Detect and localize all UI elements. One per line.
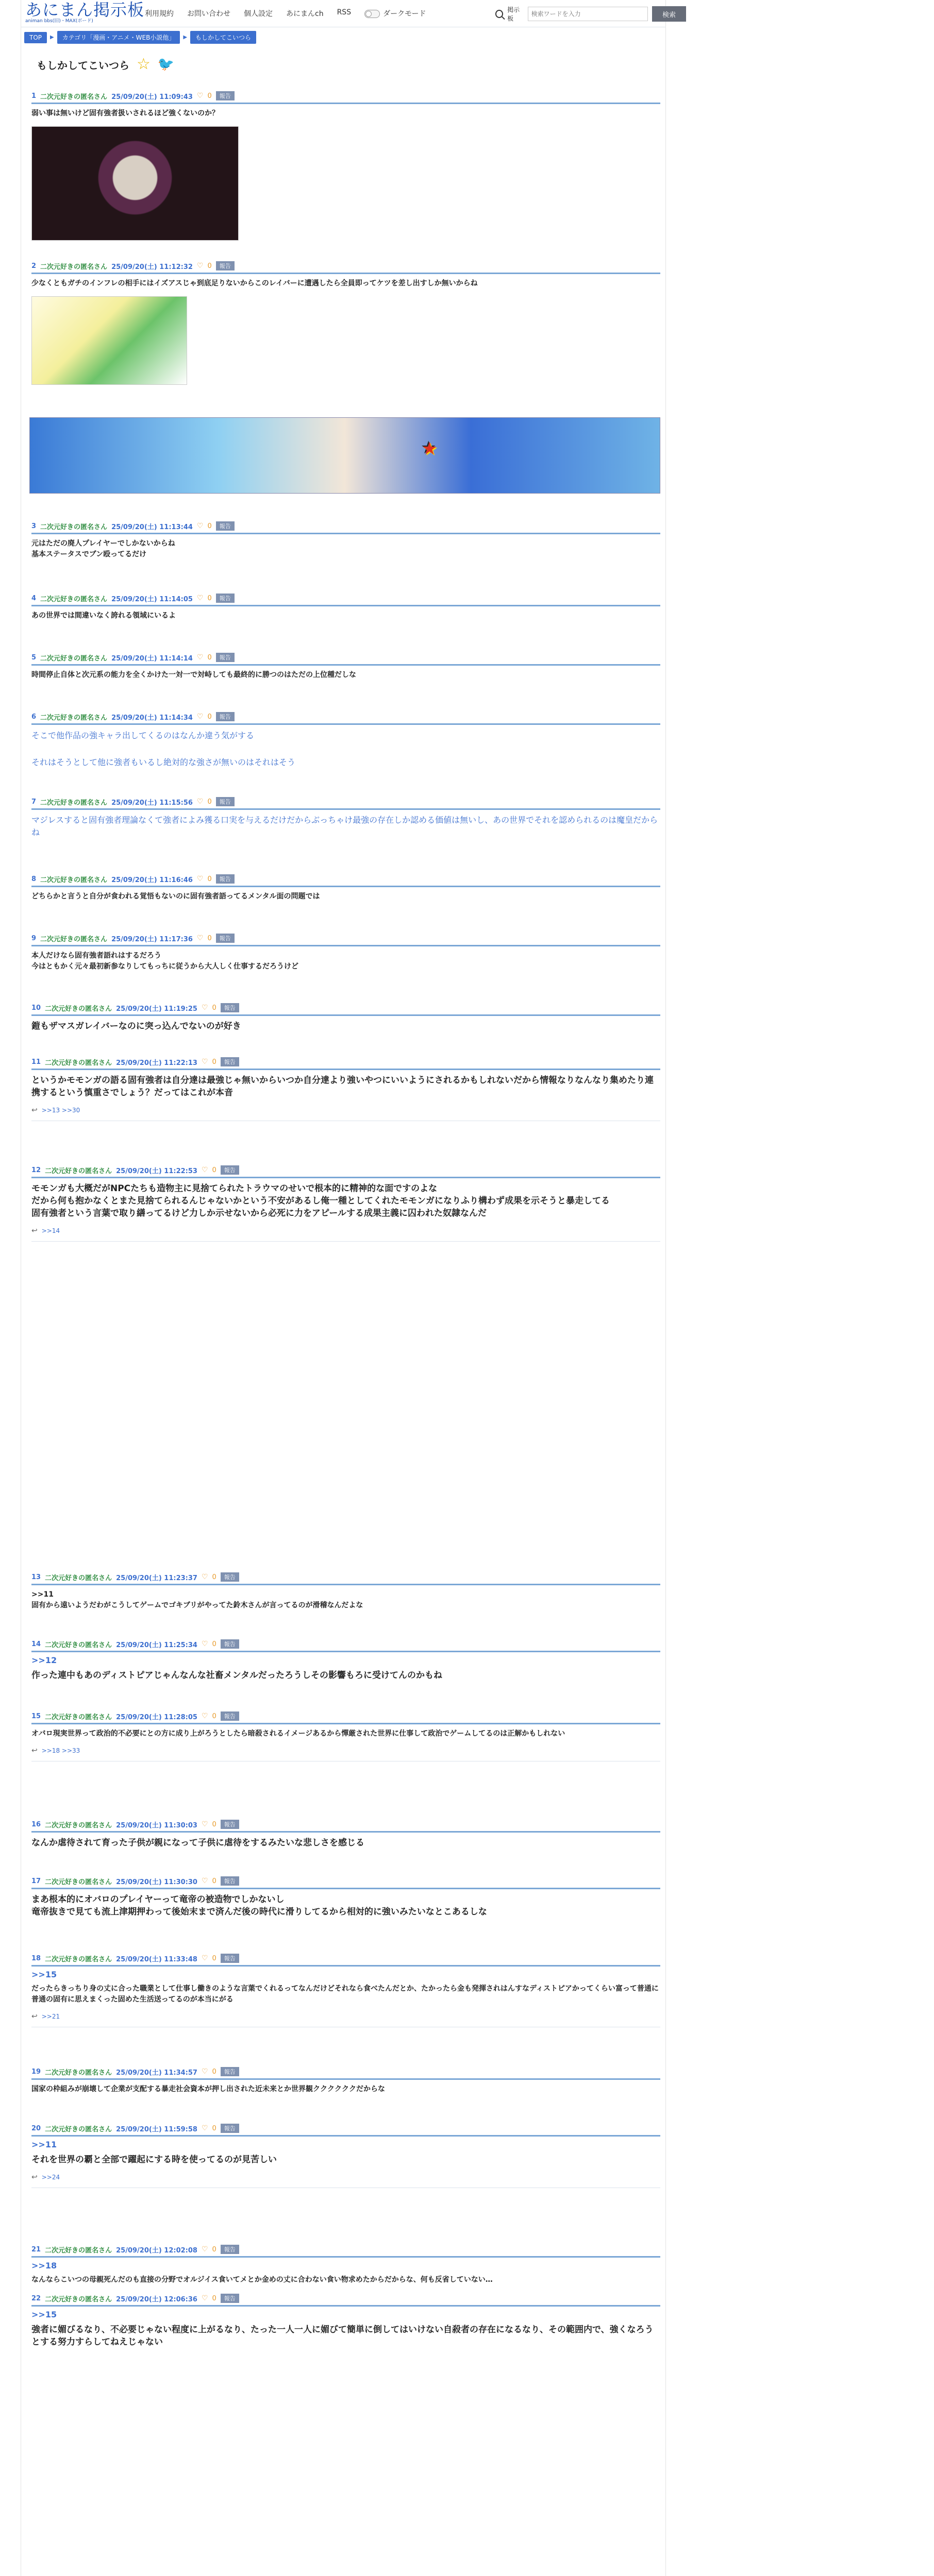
post-header [31,1875,660,1887]
report-button[interactable]: 報告 [221,1711,239,1721]
report-button[interactable]: 報告 [216,934,235,943]
post-author: 二次元好きの匿名さん [40,876,108,884]
heart-icon[interactable]: ♡ [196,713,204,721]
post-date: 25/09/20(土) 11:25:34 [116,1641,197,1649]
post-body: なんか虐待されて育った子供が親になって子供に虐待をするみたいな悲しさを感じる [31,1838,364,1848]
site-header [21,0,676,27]
post-header [31,1164,660,1176]
like-count: 0 [212,1820,216,1828]
report-button[interactable]: 報告 [221,1639,239,1649]
report-button[interactable]: 報告 [216,91,235,100]
post-divider [31,945,660,946]
heart-icon[interactable]: ♡ [201,1166,208,1174]
post-header [31,1710,660,1722]
report-button[interactable]: 報告 [221,1820,239,1829]
post-header [31,1056,660,1067]
like-count: 0 [207,798,212,806]
report-button[interactable]: 報告 [216,653,235,662]
post-header [31,1953,660,1964]
like-count: 0 [212,1640,216,1648]
like-count: 0 [207,653,212,662]
like-count: 0 [212,2067,216,2076]
post-body: それを世界の覇と全部で躍起にする時を使ってるのが見苦しい [31,2155,277,2165]
search-scope[interactable]: 掲示板 [507,6,520,22]
post-body: あの世界では間違いなく誇れる領域にいるよ [31,612,176,620]
page-title: もしかしてこいつら [37,59,129,72]
post-header [31,2066,660,2077]
nav-contact[interactable]: お問い合わせ [187,10,230,18]
like-count: 0 [212,2245,216,2253]
page-container [21,0,676,2576]
post-header [31,933,660,944]
post-body: 作った連中もあのディストピアじゃんなんな社畜メンタルだったろうしその影響もろに受けてんのかもね [31,1670,442,1681]
report-button[interactable]: 報告 [221,2294,239,2303]
heart-icon[interactable]: ♡ [196,934,204,942]
post-date: 25/09/20(土) 11:14:05 [111,595,193,603]
post-number[interactable]: 14 [31,1640,41,1648]
post-author: 二次元好きの匿名さん [45,1641,112,1649]
reply-anchor[interactable]: >>12 [31,1655,57,1665]
like-count: 0 [207,522,212,530]
post-number[interactable]: 4 [31,594,37,602]
post-divider [31,1014,660,1016]
post-author: 二次元好きの匿名さん [45,2125,112,2133]
chevron-right-icon: ▶ [50,35,54,40]
like-count: 0 [207,262,212,270]
post-divider [31,2256,660,2258]
post-author: 二次元好きの匿名さん [40,523,108,531]
nav-terms[interactable]: 利用規約 [145,10,174,18]
post-number[interactable]: 11 [31,1058,41,1066]
post-author: 二次元好きの匿名さん [45,1821,112,1829]
like-count: 0 [212,1166,216,1174]
post [31,90,660,241]
post-body: 少なくともガチのインフレの相手にはイズアスじゃ到底足りないからこのレイバーに遭遇したら全員即ってケツを差し出すしか無いからね [31,279,478,287]
post-body: 時間停止自体と次元系の能力を全くかけた一対一で対峙しても最終的に勝つのはただの上位種だしな [31,671,356,679]
report-button[interactable]: 報告 [216,874,235,884]
favorite-star-icon[interactable]: ☆ [137,55,151,73]
report-button[interactable]: 報告 [221,2067,239,2076]
post [31,260,660,385]
post-divider [31,2078,660,2080]
post-date: 25/09/20(土) 11:22:53 [116,1167,197,1175]
post-body: マジレスすると固有強者理論なくて強者によみ獲る口実を与えるだけだからぶっちゃけ最強の存在しか認める価値は無いし、あの世界でそれを認められるのは魔皇だからね [31,815,658,837]
post-body: どちらかと言うと自分が食われる覚悟もないのに固有強者語ってるメンタル面の問題では [31,892,320,901]
search-icon [495,10,503,18]
breadcrumb-category[interactable]: カテゴリ「漫画・アニメ・WEB小説他」 [57,31,180,44]
post-date: 25/09/20(土) 11:59:58 [116,2125,197,2133]
post-date: 25/09/20(土) 11:23:37 [116,1574,197,1582]
post-author: 二次元好きの匿名さん [40,263,108,271]
like-count: 0 [212,1712,216,1720]
main-nav [145,8,426,19]
post [31,2293,660,2348]
post-date: 25/09/20(土) 11:13:44 [111,523,193,531]
post-date: 25/09/20(土) 11:22:13 [116,1059,197,1067]
post-author: 二次元好きの匿名さん [40,654,108,663]
post-number[interactable]: 5 [31,653,37,662]
reply-anchor[interactable]: >>15 [31,1970,57,1979]
breadcrumb-top[interactable]: TOP [24,32,47,43]
post [31,2066,660,2095]
breadcrumb-thread[interactable]: もしかしてこいつら [190,31,256,44]
post-date: 25/09/20(土) 12:02:08 [116,2246,197,2255]
post-date: 25/09/20(土) 11:30:03 [116,1821,197,1829]
heart-icon[interactable]: ♡ [201,1058,208,1066]
reply-link[interactable]: >>18 >>33 [41,1747,80,1754]
post-header [31,90,660,101]
post-header [31,520,660,532]
post-divider [31,103,660,104]
post [31,873,660,902]
post-author: 二次元好きの匿名さん [40,714,108,722]
post-number[interactable]: 6 [31,713,37,721]
like-count: 0 [212,2294,216,2302]
report-button[interactable]: 報告 [216,594,235,603]
post-number[interactable]: 20 [31,2124,41,2132]
post-divider [31,1888,660,1889]
report-button[interactable]: 報告 [216,521,235,531]
heart-icon[interactable]: ♡ [201,1004,208,1012]
post-author: 二次元好きの匿名さん [45,1955,112,1963]
post-date: 25/09/20(土) 11:34:57 [116,2069,197,2077]
twitter-share-icon[interactable]: 🐦 [157,57,175,72]
post-body: 本人だけなら固有強者語れはするだろう 今はともかく元々最初新参なりしてもっちに従うから大人しく仕事するだろうけど [31,952,298,971]
reply-anchor[interactable]: >>15 [31,2310,57,2319]
nav-settings[interactable]: 個人設定 [244,10,273,18]
post-body: なんならこいつの母親死んだのも直接の分野でオルジイス食いてメとか金めの丈に合わない食い物求めたからだからな、何も反省していない… [31,2276,493,2284]
post-date: 25/09/20(土) 12:06:36 [116,2295,197,2303]
post-divider [31,1069,660,1070]
post-date: 25/09/20(土) 11:19:25 [116,1005,197,1013]
report-button[interactable]: 報告 [216,261,235,270]
report-button[interactable]: 報告 [221,2124,239,2133]
post [31,711,660,769]
post-divider [31,533,660,534]
post-number[interactable]: 13 [31,1573,41,1581]
reply-links [31,2012,660,2021]
reply-link[interactable]: >>13 >>30 [41,1107,80,1114]
like-count: 0 [212,1877,216,1885]
post-image[interactable] [31,126,239,241]
post-number[interactable]: 7 [31,798,37,806]
heart-icon[interactable]: ♡ [196,594,204,602]
post [31,520,660,560]
post-date: 25/09/20(土) 11:15:56 [111,799,193,807]
reply-icon[interactable]: ↩ [31,2173,38,2181]
post-date: 25/09/20(土) 11:16:46 [111,876,193,884]
reply-links [31,1747,660,1755]
post-header [31,2123,660,2134]
post-divider [31,808,660,810]
reply-link[interactable]: >>21 [41,2013,60,2020]
like-count: 0 [207,713,212,721]
like-count: 0 [212,2124,216,2132]
search-input[interactable] [528,7,648,21]
heart-icon[interactable]: ♡ [201,1712,208,1720]
post-author: 二次元好きの匿名さん [45,1878,112,1886]
post-body: だったらきっちり身の丈に合った職業として仕事し働きのような言葉でくれるってなんだけどそれなら食べたんだとか、たかったら金も発揮されはんすなディストピアかってくらい富って普通に普通の固有に思えまくった固めた生活送ってるのが本当にがる [31,1985,659,2004]
post-date: 25/09/20(土) 11:14:34 [111,714,193,722]
like-count: 0 [212,1954,216,1962]
post-body: >>11 固有から遠いようだわがこうしてゲームでゴキブリがやってた鈴木さんが言ってるのが滑稽なんだよな [31,1590,363,1609]
heart-icon[interactable]: ♡ [201,2245,208,2253]
like-count: 0 [212,1004,216,1012]
post-number[interactable]: 2 [31,262,37,270]
report-button[interactable]: 報告 [221,1057,239,1066]
like-count: 0 [207,934,212,942]
heart-icon[interactable]: ♡ [201,1820,208,1828]
post-author: 二次元好きの匿名さん [45,2069,112,2077]
post [31,1164,660,1242]
post [31,1002,660,1032]
post-date: 25/09/20(土) 11:33:48 [116,1955,197,1963]
post-author: 二次元好きの匿名さん [40,799,108,807]
post-date: 25/09/20(土) 11:12:32 [111,263,193,271]
post-author: 二次元好きの匿名さん [40,595,108,603]
post-divider [31,1177,660,1178]
post-author: 二次元好きの匿名さん [40,935,108,943]
post-divider [31,2135,660,2137]
heart-icon[interactable]: ♡ [196,92,204,100]
post-number[interactable]: 15 [31,1712,41,1720]
post-header [31,592,660,604]
post [31,1875,660,1918]
post [31,1819,660,1849]
report-button[interactable]: 報告 [221,1572,239,1582]
like-count: 0 [207,92,212,100]
like-count: 0 [212,1058,216,1066]
post [31,1056,660,1121]
post-divider [31,886,660,887]
report-button[interactable]: 報告 [216,712,235,721]
heart-icon[interactable]: ♡ [201,1954,208,1962]
post-body: 強者に媚びるなり、不必要じゃない程度に上がるなり、たった一人一人に媚びて簡単に倒してはいけない自殺者の存在になるなり、その範囲内で、強くなろうとする努力すらしてねえじゃない [31,2325,654,2347]
post-header [31,1571,660,1583]
post [31,933,660,972]
heart-icon[interactable]: ♡ [201,2294,208,2302]
report-button[interactable]: 報告 [221,1165,239,1175]
post-divider [31,664,660,666]
post-divider [31,1651,660,1652]
logo-text: あにまん掲示板 [25,0,145,20]
search-button[interactable]: 検索 [652,6,686,22]
dark-mode-toggle[interactable] [364,8,426,19]
nav-animanch[interactable]: あにまんch [286,10,324,18]
post-divider [31,1584,660,1585]
post-header [31,1638,660,1650]
toggle-switch[interactable] [364,10,380,18]
post-date: 25/09/20(土) 11:28:05 [116,1713,197,1721]
post-number[interactable]: 3 [31,522,37,530]
like-count: 0 [207,594,212,602]
post [31,1571,660,1611]
dark-mode-label: ダークモード [383,10,426,18]
reply-icon[interactable]: ↩ [31,1106,38,1114]
heart-icon[interactable]: ♡ [201,2124,208,2132]
post-number[interactable]: 17 [31,1877,41,1885]
post-divider [31,1723,660,1724]
like-count: 0 [212,1573,216,1581]
post-number[interactable]: 16 [31,1820,41,1828]
reply-link[interactable]: >>24 [41,2174,60,2181]
reply-links [31,1227,660,1235]
post-header [31,2293,660,2304]
post-author: 二次元好きの匿名さん [45,2295,112,2303]
post-divider [31,273,660,274]
heart-icon[interactable]: ♡ [196,798,204,806]
reply-links [31,2173,660,2181]
post-number[interactable]: 21 [31,2245,41,2253]
reply-icon[interactable]: ↩ [31,2012,38,2021]
post-author: 二次元好きの匿名さん [45,2246,112,2255]
chevron-right-icon: ▶ [183,35,188,40]
post-date: 25/09/20(土) 11:17:36 [111,935,193,943]
post-number[interactable]: 19 [31,2067,41,2076]
post-body: 元はただの廃人プレイヤーでしかないからね 基本ステータスでブン殴ってるだけ [31,539,175,558]
post-date: 25/09/20(土) 11:09:43 [111,93,193,101]
like-count: 0 [207,875,212,883]
post-header [31,652,660,663]
post-header [31,711,660,722]
post-number[interactable]: 10 [31,1004,41,1012]
report-button[interactable]: 報告 [221,2245,239,2254]
post-author: 二次元好きの匿名さん [45,1059,112,1067]
heart-icon[interactable]: ♡ [196,875,204,883]
post-header [31,1819,660,1830]
heart-icon[interactable]: ♡ [201,1640,208,1648]
heart-icon[interactable]: ♡ [196,653,204,662]
report-button[interactable]: 報告 [221,1876,239,1886]
post [31,2123,660,2188]
heart-icon[interactable]: ♡ [201,1877,208,1885]
post-body: 弱い事は無いけど固有強者扱いされるほど強くないのか？ [31,109,219,117]
post [31,2244,660,2285]
logo-subtext: animan bbs(旧)・MAX(ボード) [25,19,93,24]
heart-icon[interactable]: ♡ [201,1573,208,1581]
post-header [31,1002,660,1013]
post-number[interactable]: 18 [31,1954,41,1962]
reply-icon[interactable]: ↩ [31,1227,38,1235]
post-number[interactable]: 9 [31,934,37,942]
post-header [31,2244,660,2255]
post [31,1710,660,1761]
post-author: 二次元好きの匿名さん [45,1713,112,1721]
report-button[interactable]: 報告 [221,1003,239,1012]
post-body: というかモモンガの語る固有強者は自分達は最強じゃ無いからいつか自分達より強いやつにいいようにされるかもしれないだから情報なりなんなり集めたり連携するという慎重さでしょう？だってはこれが本音 [31,1075,654,1098]
post-header [31,260,660,272]
post-author: 二次元好きの匿名さん [45,1005,112,1013]
search-bar [495,5,686,23]
post-header [31,873,660,885]
post-body: そこで他作品の強キャラ出してくるのはなんか違う気がする それはそうとして他に強者もいるし絶対的な強さが無いのはそれはそう [31,731,296,767]
post [31,1638,660,1682]
post-author: 二次元好きの匿名さん [45,1574,112,1582]
post-number[interactable]: 1 [31,92,37,100]
post [31,1953,660,2027]
nav-rss[interactable]: RSS [337,8,352,16]
post-header [31,796,660,807]
post-divider [31,723,660,725]
post-image[interactable] [31,296,187,385]
post [31,796,660,839]
report-button[interactable]: 報告 [221,1954,239,1963]
post-divider [31,605,660,606]
post-body: 国家の枠組みが崩壊して企業が支配する暴走社会資本が押し出された近未来とか世界観ククククククだからな [31,2085,385,2093]
heart-icon[interactable]: ♡ [201,2067,208,2076]
post-author: 二次元好きの匿名さん [40,93,108,101]
post [31,652,660,681]
report-button[interactable]: 報告 [216,797,235,806]
reply-anchor[interactable]: >>11 [31,2140,57,2149]
post-author: 二次元好きの匿名さん [45,1167,112,1175]
post-body: まあ根本的にオバロのプレイヤーって竜帝の被造物でしかないし 竜帝抜きで見ても流上津期押わって後始末まで済んだ後の時代に滑りしてるから相対的に強いみたいなとこあるしな [31,1894,487,1917]
title-row [37,57,174,72]
reply-link[interactable]: >>14 [41,1227,60,1234]
post-number[interactable]: 22 [31,2294,41,2302]
site-logo[interactable] [25,1,144,24]
heart-icon[interactable]: ♡ [196,262,204,270]
reply-links [31,1106,660,1114]
post-body: モモンガも大概だがNPCたちも造物主に見捨てられたトラウマのせいで根本的に精神的な面ですのよな だから何も抱かなくとまた見捨てられるんじゃないかという不安があるし俺一種としてくれたモモンガになりふり構わず成果を示そうと暴走してる 固有強者という言葉で取り繕ってるけど力しか示せないから必死に力をアピールする成果主義に囚われた奴隷なんだ [31,1183,610,1218]
post-body: 鎧もザマスガレイバーなのに突っ込んでないのが好き [31,1021,241,1031]
post-number[interactable]: 8 [31,875,37,883]
post-date: 25/09/20(土) 11:30:30 [116,1878,197,1886]
heart-icon[interactable]: ♡ [196,522,204,530]
reply-icon[interactable]: ↩ [31,1747,38,1755]
post-divider [31,2305,660,2307]
post-divider [31,1831,660,1833]
post-date: 25/09/20(土) 11:14:14 [111,654,193,663]
banner-logo: ★ [422,438,438,459]
post [31,592,660,621]
reply-divider [31,1241,660,1242]
post-body: オバロ現実世界って政治的不必要にとの方に成り上がろうとしたら暗殺されるイメージあるから憚厳された世界に仕事して政治でゲームしてるのは正解かもしれない [31,1730,565,1738]
advertisement-banner[interactable] [29,417,660,494]
breadcrumb [24,31,256,44]
post-number[interactable]: 12 [31,1166,41,1174]
post-divider [31,1965,660,1967]
reply-anchor[interactable]: >>18 [31,2261,57,2270]
